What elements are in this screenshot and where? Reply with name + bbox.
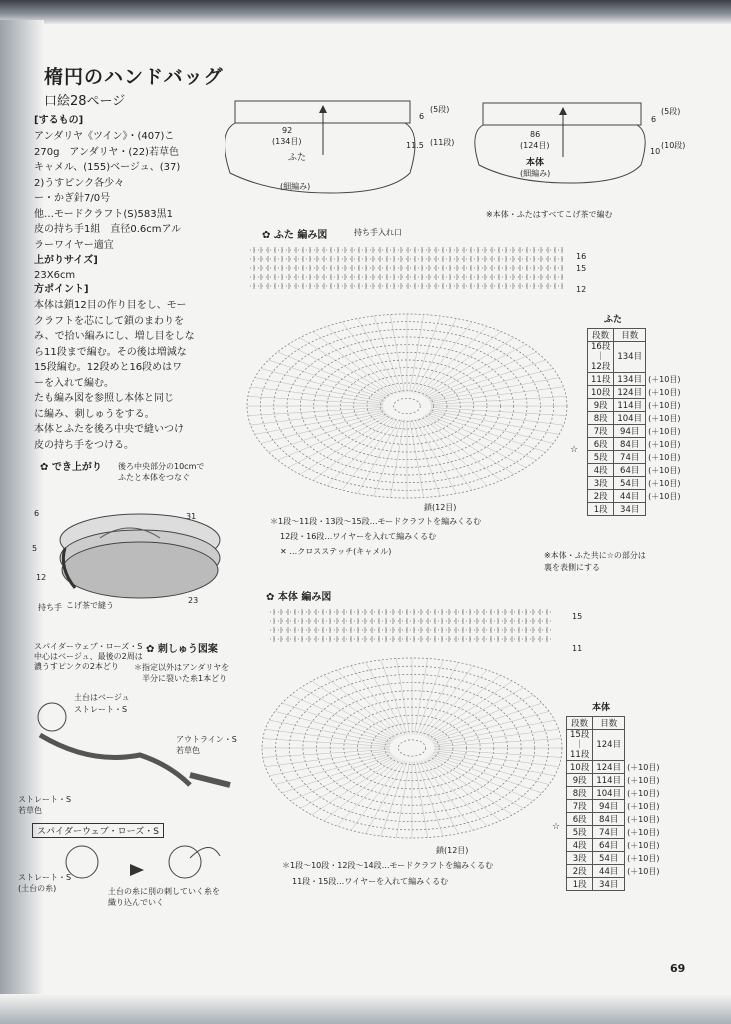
color-note: ※本体・ふたはすべてこげ茶で編む: [486, 210, 613, 219]
dim-23: 23: [188, 596, 199, 605]
table-row: [588, 342, 684, 373]
lid-method: (細編み): [280, 182, 311, 191]
top-shadow: [0, 0, 731, 24]
spider-rose-box: スパイダーウェブ・ローズ・S: [32, 823, 164, 838]
table-cell: (＋10目): [648, 426, 681, 436]
material-line: ラーワイヤー適宜: [34, 239, 114, 251]
lid-row-16: 16: [576, 252, 587, 261]
body-h1: 6: [651, 115, 657, 124]
crochet-spoke: [278, 352, 388, 398]
table-cell: 5段: [567, 826, 593, 839]
point-line: ーを入れて編む。: [34, 377, 114, 389]
table-cell: 134目: [614, 373, 646, 386]
table-cell: 44目: [614, 490, 646, 503]
table-row: [588, 490, 684, 503]
handle-opening-label: 持ち手入れ口: [354, 228, 402, 237]
body-crochet-chart: [252, 604, 572, 844]
table-cell: 1段: [567, 878, 593, 891]
crochet-round: [380, 391, 433, 422]
crochet-round: [398, 740, 425, 756]
crochet-spoke: [300, 338, 391, 396]
dim-6: 6: [34, 509, 40, 518]
body-count-sub: (124目): [520, 141, 550, 150]
size-value: 23X6cm: [34, 270, 76, 281]
table-row: [588, 425, 684, 438]
lid-row-12: 12: [576, 285, 587, 294]
material-line: 皮の持ち手1組 直径0.6cmアル: [34, 224, 182, 235]
lid-note-3: ✕ …クロスステッチ(キャメル): [280, 547, 392, 556]
body-note-1: ＊1段～10段・12段～14段…モードクラフトを編みくるむ: [282, 861, 494, 870]
body-star: ☆: [552, 822, 561, 832]
table-row: [567, 761, 663, 774]
table-cell: (＋10目): [648, 387, 681, 397]
crochet-round: [394, 398, 421, 413]
page-title: 楕円のハンドバッグ: [44, 66, 224, 88]
table-cell: 2段: [567, 865, 593, 878]
table-row: [588, 412, 684, 425]
crochet-spoke: [431, 755, 541, 793]
table-cell: [625, 730, 663, 761]
table-cell: (＋10目): [648, 478, 681, 488]
table-row: [588, 464, 684, 477]
table-row: [588, 373, 684, 386]
lid-chain: 鎖(12目): [424, 503, 457, 512]
crochet-spoke: [425, 344, 526, 396]
crochet-spoke: [414, 658, 427, 734]
lid-h1: 6: [419, 112, 425, 121]
crochet-spoke: [337, 760, 401, 826]
table-cell: 9段: [588, 399, 614, 412]
table-row: [567, 787, 663, 800]
lid-row-15: 15: [576, 264, 587, 273]
table-row: [588, 503, 684, 516]
body-chart-heading-text: 本体 編み図: [277, 592, 332, 603]
crochet-spoke: [324, 759, 399, 821]
table-cell: 114目: [593, 774, 625, 787]
straight-label-2: ストレート・S 若草色: [18, 795, 72, 815]
table-row: [567, 865, 663, 878]
lid-name: ふた: [288, 153, 307, 163]
crochet-spoke: [301, 757, 396, 808]
table-header: 段数: [588, 329, 614, 342]
crochet-spoke: [429, 757, 524, 808]
material-line: 270g アンダリヤ・(22)若草色: [34, 146, 179, 158]
material-line: 他…モードクラフト(S)583黒1: [34, 208, 173, 220]
body-row-15: 15: [572, 612, 583, 621]
point-line: 15段編む。12段めと16段めはワ: [34, 362, 183, 373]
table-row: [588, 386, 684, 399]
table-cell: (＋10目): [627, 814, 660, 824]
spider-rose-note: スパイダーウェブ・ローズ・S 中心はベージュ、最後の2周は 濃うすピンクの2本どり: [34, 642, 143, 671]
dim-31: 31: [186, 512, 197, 521]
point-line: み、で拾い編みにし、増し目をしな: [34, 331, 195, 342]
body-h2-rows: (10段): [661, 141, 686, 150]
point-line: クラフトを芯にして鎖のまわりを: [34, 315, 184, 327]
material-line: ー・かぎ針7/0号: [34, 193, 111, 204]
lid-star: ☆: [570, 445, 579, 455]
table-cell: [625, 878, 663, 891]
crochet-spoke: [312, 681, 397, 738]
table-header: 目数: [614, 329, 646, 342]
table-cell: 11段: [588, 373, 614, 386]
table-cell: 54目: [593, 852, 625, 865]
lid-note-2: 12段・16段…ワイヤーを入れて編みくるむ: [280, 532, 437, 541]
crochet-spoke: [268, 360, 386, 399]
materials-heading: [するもの]: [34, 115, 84, 126]
body-count: 86: [530, 130, 541, 139]
table-cell: [646, 503, 684, 516]
crochet-round: [385, 732, 440, 765]
crochet-spoke: [288, 415, 389, 467]
lid-chart-heading: ✿ ふた 編み図: [262, 230, 328, 241]
crochet-spoke: [288, 344, 389, 396]
material-line: アンダリヤ《ツイン》・(407)こ: [34, 131, 175, 142]
table-cell: 4段: [567, 839, 593, 852]
crochet-spoke: [291, 756, 394, 801]
dim-5: 5: [32, 544, 38, 553]
crochet-spoke: [414, 761, 427, 837]
crochet-spoke: [430, 756, 533, 801]
lid-chart-heading-text: ふた 編み図: [273, 230, 328, 241]
table-cell: 7段: [567, 800, 593, 813]
crochet-spoke: [396, 658, 409, 734]
crochet-spoke: [410, 315, 424, 393]
straight-label-1: ストレート・S: [74, 705, 128, 714]
crochet-spoke: [268, 413, 386, 452]
body-chart-heading: ✿ 本体 編み図: [266, 592, 332, 603]
body-name: 本体: [526, 158, 545, 168]
table-row: [567, 826, 663, 839]
crochet-spoke: [429, 688, 524, 739]
crochet-spoke: [300, 416, 391, 474]
finished-bag-drawing: [30, 488, 250, 618]
table-row: [567, 839, 663, 852]
crochet-spoke: [421, 417, 501, 480]
crochet-spoke: [313, 417, 393, 480]
table-row: [588, 438, 684, 451]
embroidery-heading-text: 刺しゅう図案: [157, 644, 218, 655]
table-cell: 16段 ｜ 12段: [588, 342, 614, 373]
point-line: たも編み図を参照し本体と同じ: [34, 393, 174, 404]
table-cell: (＋10目): [627, 801, 660, 811]
table-cell: 4段: [588, 464, 614, 477]
table-cell: (＋10目): [627, 775, 660, 785]
table-row: [567, 800, 663, 813]
crochet-spoke: [396, 761, 409, 837]
table-cell: (＋10目): [648, 452, 681, 462]
table-cell: 8段: [567, 787, 593, 800]
table-row: [567, 730, 663, 761]
outline-label: アウトライン・S 若草色: [176, 735, 237, 755]
point-line: 本体は鎖12目の作り目をし、モー: [34, 300, 187, 311]
table-cell: 104目: [614, 412, 646, 425]
crochet-spoke: [427, 758, 512, 815]
material-line: キャメル、(155)ベージュ、(37): [34, 162, 181, 173]
body-method: (細編み): [520, 169, 551, 178]
point-line: 本体とふたを後ろ中央で縫いつけ: [34, 424, 184, 435]
embroidery-heading: ✿ 刺しゅう図案: [146, 644, 218, 655]
table-cell: 74目: [614, 451, 646, 464]
lid-crochet-chart: [232, 240, 582, 500]
table-cell: (＋10目): [627, 840, 660, 850]
crochet-spoke: [423, 760, 487, 826]
weave-note: 土台の糸に別の刺していく糸を 織り込んでいく: [108, 887, 220, 907]
table-cell: (＋10目): [627, 762, 660, 772]
lid-note-1: ＊1段～11段・13段～15段…モードクラフトを編みくるむ: [270, 517, 482, 526]
bottom-shadow: [0, 994, 731, 1024]
lid-h1-rows: (5段): [430, 105, 450, 114]
table-cell: 44目: [593, 865, 625, 878]
table-row: [588, 477, 684, 490]
table-cell: 124目: [593, 730, 625, 761]
body-table-title: 本体: [592, 703, 611, 713]
table-cell: 134目: [614, 342, 646, 373]
sew-label: こげ茶で縫う: [66, 601, 114, 610]
table-cell: 15段 ｜ 11段: [567, 730, 593, 761]
crochet-spoke: [390, 420, 404, 498]
table-cell: 64目: [614, 464, 646, 477]
crochet-spoke: [427, 681, 512, 738]
table-row: [567, 878, 663, 891]
table-cell: 64目: [593, 839, 625, 852]
crochet-spoke: [291, 695, 394, 740]
table-cell: 84目: [614, 438, 646, 451]
crochet-spoke: [282, 755, 392, 793]
crochet-spoke: [301, 688, 396, 739]
body-row-11: 11: [572, 644, 583, 653]
crochet-spoke: [425, 415, 526, 467]
points-heading: 方ポイント]: [34, 284, 89, 295]
point-line: ら11段まで編む。その後は増減な: [34, 346, 187, 358]
finished-heading-text: でき上がり: [51, 462, 102, 473]
points-list: [34, 298, 195, 453]
table-cell: 1段: [588, 503, 614, 516]
materials-list: [34, 129, 181, 253]
table-cell: 7段: [588, 425, 614, 438]
body-h1-rows: (5段): [661, 107, 681, 116]
table-cell: (＋10目): [648, 439, 681, 449]
table-cell: 74目: [593, 826, 625, 839]
lid-count-sub: (134目): [272, 137, 302, 146]
page-subtitle: 口絵28ページ: [44, 94, 126, 109]
table-cell: (＋10目): [648, 491, 681, 501]
table-cell: 5段: [588, 451, 614, 464]
crochet-spoke: [426, 414, 536, 460]
table-cell: 84目: [593, 813, 625, 826]
table-cell: (＋10目): [627, 853, 660, 863]
crochet-spoke: [278, 414, 388, 460]
table-cell: 10段: [567, 761, 593, 774]
table-cell: (＋10目): [627, 788, 660, 798]
crochet-spoke: [282, 703, 392, 741]
table-cell: 94目: [614, 425, 646, 438]
crochet-spoke: [390, 315, 404, 393]
table-cell: (＋10目): [648, 374, 681, 384]
reverse-note: ※本体・ふた共に☆の部分は 裏を表側にする: [544, 551, 646, 572]
size-heading: 上がりサイズ]: [34, 255, 98, 266]
table-cell: 6段: [588, 438, 614, 451]
table-cell: (＋10目): [627, 866, 660, 876]
crochet-spoke: [425, 759, 500, 821]
crochet-spoke: [337, 670, 401, 736]
table-row: [567, 774, 663, 787]
lid-h2: 11.5: [406, 141, 424, 150]
table-cell: 6段: [567, 813, 593, 826]
crochet-spoke: [426, 352, 536, 398]
table-row: [567, 852, 663, 865]
table-header: 目数: [593, 717, 625, 730]
lid-table-title: ふた: [604, 315, 623, 325]
crochet-spoke: [423, 416, 514, 474]
table-cell: 9段: [567, 774, 593, 787]
table-cell: 3段: [588, 477, 614, 490]
body-chain: 鎖(12目): [436, 846, 469, 855]
table-cell: 34目: [614, 503, 646, 516]
table-cell: (＋10目): [627, 827, 660, 837]
table-row: [567, 813, 663, 826]
body-count-table: [566, 716, 663, 891]
finished-heading: ✿ でき上がり: [40, 462, 102, 473]
dim-12: 12: [36, 573, 47, 582]
table-cell: 3段: [567, 852, 593, 865]
table-cell: 34目: [593, 878, 625, 891]
lid-h2-rows: (11段): [430, 138, 455, 147]
table-cell: 124目: [614, 386, 646, 399]
table-cell: 104目: [593, 787, 625, 800]
table-cell: (＋10目): [648, 400, 681, 410]
base-label: 土台はベージュ: [74, 693, 130, 702]
crochet-spoke: [423, 338, 514, 396]
crochet-spoke: [313, 332, 393, 395]
lid-count: 92: [282, 126, 293, 135]
table-header: 段数: [567, 717, 593, 730]
table-cell: (＋10目): [648, 413, 681, 423]
crochet-spoke: [423, 670, 487, 736]
crochet-spoke: [410, 420, 424, 498]
crochet-spoke: [312, 758, 397, 815]
body-h2: 10: [650, 147, 661, 156]
point-line: 皮の持ち手をつける。: [34, 439, 134, 451]
finished-note: 後ろ中央部分の10cmで ふたと本体をつなぐ: [118, 462, 205, 482]
table-row: [588, 399, 684, 412]
table-cell: 94目: [593, 800, 625, 813]
crochet-spoke: [431, 703, 541, 741]
table-cell: 124目: [593, 761, 625, 774]
table-cell: [646, 342, 684, 373]
embroidery-note: ＊指定以外はアンダリヤを 半分に裂いた糸1本どり: [134, 663, 230, 683]
crochet-spoke: [327, 326, 395, 394]
page-number: 69: [670, 962, 686, 975]
crochet-spoke: [421, 332, 501, 395]
handle-label: 持ち手: [38, 603, 62, 612]
material-line: 2)うすピンク各少々: [34, 177, 125, 189]
table-cell: (＋10目): [648, 465, 681, 475]
table-cell: 10段: [588, 386, 614, 399]
table-cell: 8段: [588, 412, 614, 425]
table-cell: 114目: [614, 399, 646, 412]
table-row: [588, 451, 684, 464]
crochet-spoke: [430, 695, 533, 740]
embroidery-drawing: [30, 695, 250, 805]
point-line: に編み、刺しゅうをする。: [34, 408, 155, 420]
lid-count-table: [587, 328, 684, 516]
body-note-2: 11段・15段…ワイヤーを入れて編みくるむ: [292, 877, 449, 886]
table-cell: 54目: [614, 477, 646, 490]
straight-label-3: ストレート・S (土台の糸): [18, 873, 72, 893]
table-cell: 2段: [588, 490, 614, 503]
